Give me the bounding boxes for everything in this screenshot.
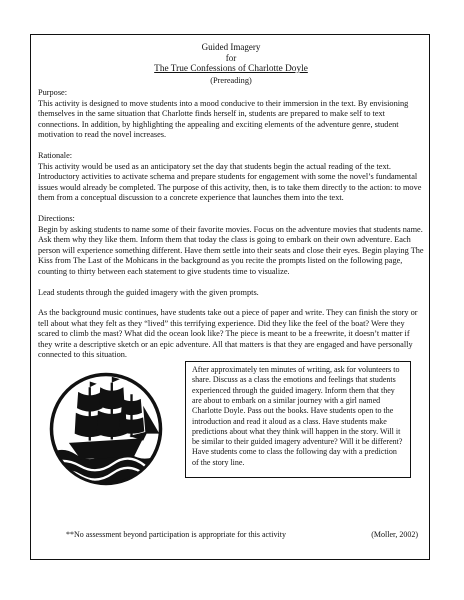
purpose-text: This activity is designed to move students into a mood conducive to their immersion in the text. By envisioning themselves in the same situation that Charlotte finds herself in, students are prepared to make self to text connections. In addition, by highlighting the appealing and exciting elements of the adventure genre, student motivation to read the novel increases. (38, 98, 409, 140)
title-block (38, 42, 424, 86)
title-line-1: Guided Imagery (201, 42, 261, 52)
callout-text: After approximately ten minutes of writing, ask for volunteers to share. Discuss as a class the emotions and feelings that students experienced through the guided imagery. Inform them that they are about to embark on a similar journey with a girl named Charlotte Doyle. Pass out the books. Have students open to the introduction and read it aloud as a class. Have students make predictions about what they think will happen in the story. Will it be similar to their guided imagery adventure? Will it be different? Have students come to class the following day with a prediction of the story line. (192, 365, 403, 467)
rationale-section (38, 151, 424, 204)
purpose-heading: Purpose: (38, 88, 68, 97)
directions-text-2: Lead students through the guided imagery with the given prompts. (38, 287, 259, 297)
title-line-2: for (225, 53, 237, 63)
title-subtitle: (Prereading) (210, 76, 252, 85)
bottom-row (38, 365, 424, 511)
rationale-heading: Rationale: (38, 150, 73, 160)
assessment-note: **No assessment beyond participation is appropriate for this activity (66, 530, 286, 539)
document-content (38, 42, 424, 511)
directions-text-3: As the background music continues, have students take out a piece of paper and write. They can finish the story or tell about what they felt as they “lived” this terrifying experience. Did they like the feel of the boat? Were they scared to climb the mast? What did the ocean look like? The piece is meant to be a freewrite, it doesn’t matter if they write a descriptive sketch or an epic adventure. All that matters is that they are engaged and have personally connected to this situation. (38, 308, 418, 360)
purpose-section (38, 88, 424, 141)
rationale-text: This activity would be used as an anticipatory set the day that students begin the actual reading of the text. Introductory activities to activate schema and prepare students for engagement with some the novel’s fundamental issues would already be completed. The purpose of this activity, then, is to take them directly to the action: to move them from a conceptual discussion to a concrete experience that launches them into the text. (38, 161, 422, 203)
directions-section (38, 214, 424, 361)
callout-box (185, 361, 411, 478)
sailing-ship-icon (48, 371, 164, 487)
directions-text-1: Begin by asking students to name some of their favorite movies. Focus on the adventure movies that students name. Ask them why they like them. Inform them that today the class is going to embark on their own adventure. Each person will experience something different. Have them settle into their seats and close their eyes. Begin playing The Kiss from The Last of the Mohicans in the background as you recite the prompts listed on the following page, counting to thirty between each statement to give students time to visualize. (38, 224, 424, 276)
book-title: The True Confessions of Charlotte Doyle (154, 64, 308, 74)
citation: (Moller, 2002) (371, 530, 418, 539)
directions-heading: Directions: (38, 213, 75, 223)
